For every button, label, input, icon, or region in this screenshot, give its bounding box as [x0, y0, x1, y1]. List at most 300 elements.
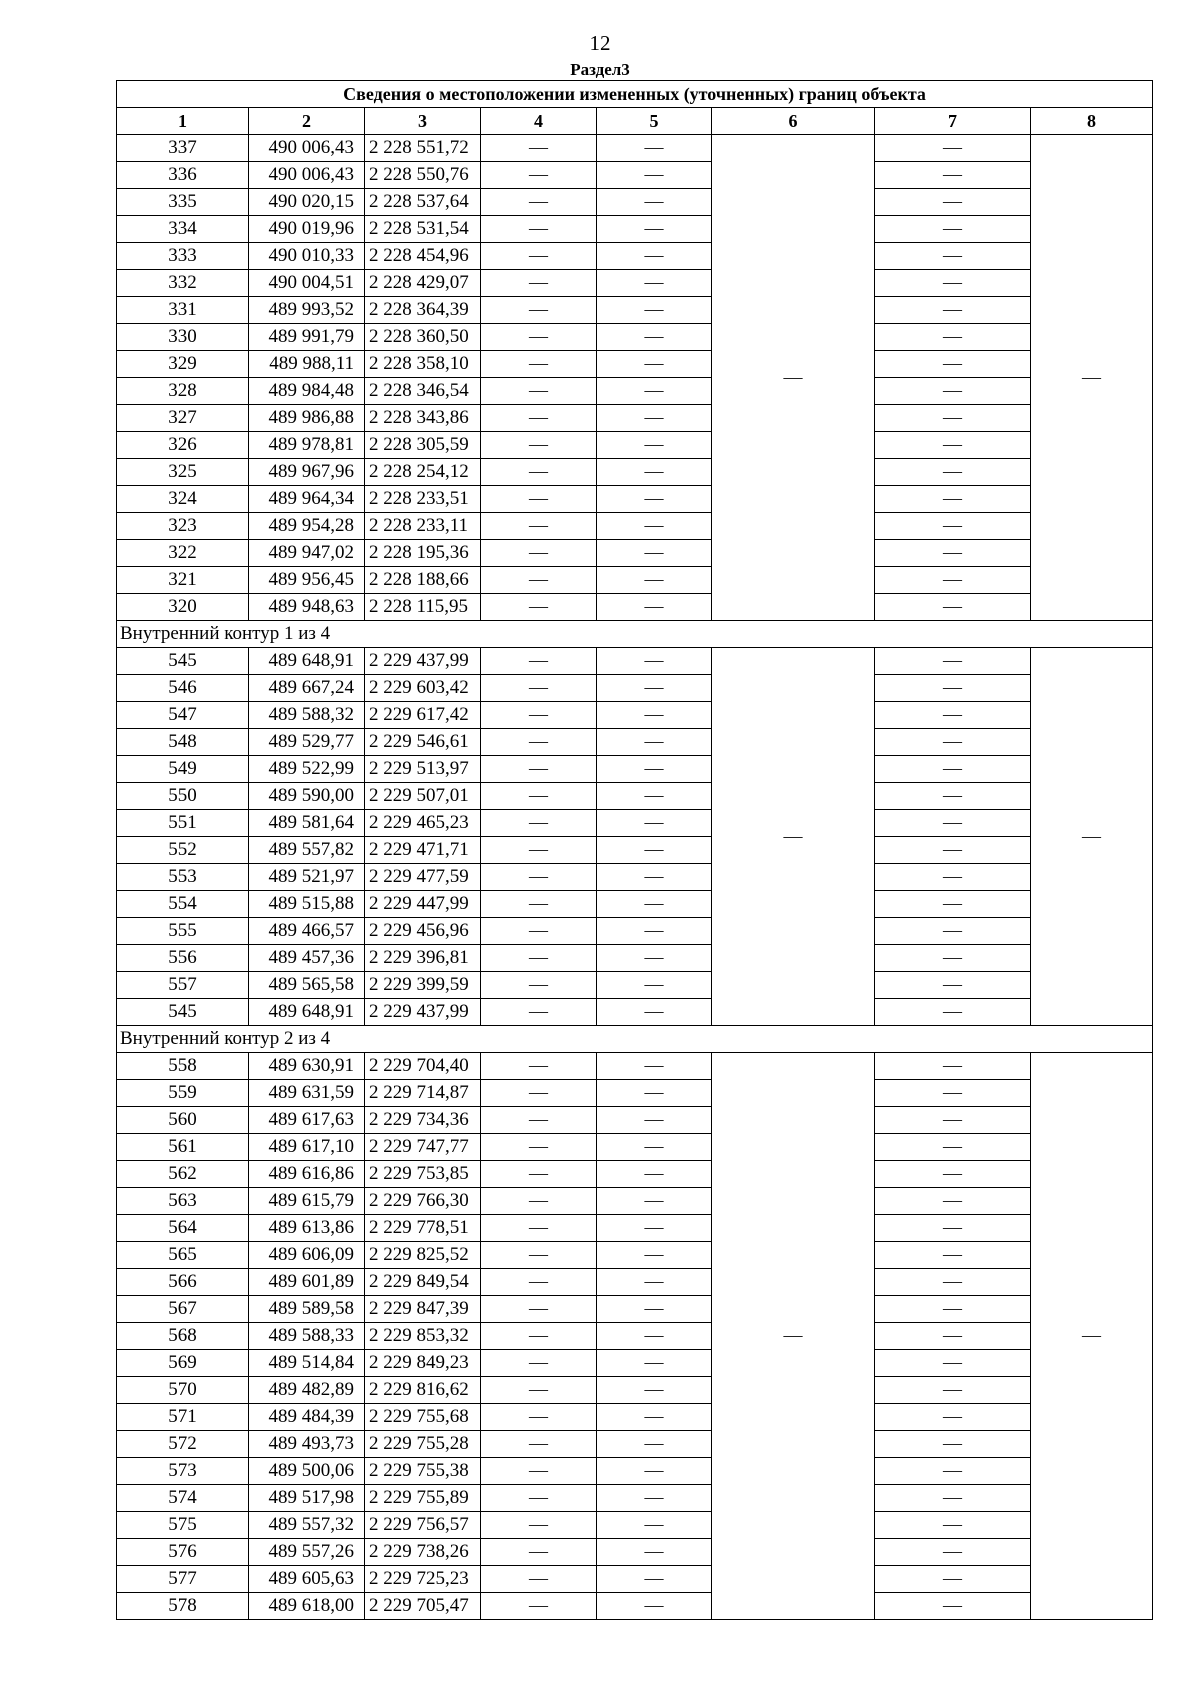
column-5-dash: — — [597, 459, 712, 486]
column-6-merged-dash: — — [712, 135, 875, 621]
column-header-3: 3 — [365, 108, 481, 135]
column-4-dash: — — [481, 162, 597, 189]
column-4-dash: — — [481, 189, 597, 216]
column-5-dash: — — [597, 135, 712, 162]
table-row — [117, 432, 1153, 459]
column-4-dash: — — [481, 135, 597, 162]
column-5-dash: — — [597, 567, 712, 594]
column-5-dash: — — [597, 756, 712, 783]
coordinate-x-cell: 489 482,89 — [249, 1377, 365, 1404]
column-5-dash: — — [597, 1431, 712, 1458]
column-4-dash: — — [481, 432, 597, 459]
coordinate-x-cell: 489 947,02 — [249, 540, 365, 567]
column-4-dash: — — [481, 459, 597, 486]
column-7-dash: — — [875, 1134, 1031, 1161]
table-row — [117, 837, 1153, 864]
column-4-dash: — — [481, 783, 597, 810]
column-4-dash: — — [481, 324, 597, 351]
column-7-dash: — — [875, 1161, 1031, 1188]
point-number-cell: 334 — [117, 216, 249, 243]
column-5-dash: — — [597, 1404, 712, 1431]
coordinate-x-cell: 489 986,88 — [249, 405, 365, 432]
column-5-dash: — — [597, 1053, 712, 1080]
column-7-dash: — — [875, 864, 1031, 891]
column-4-dash: — — [481, 1431, 597, 1458]
column-4-dash: — — [481, 1512, 597, 1539]
column-4-dash: — — [481, 729, 597, 756]
column-header-5: 5 — [597, 108, 712, 135]
coordinate-x-cell: 489 984,48 — [249, 378, 365, 405]
column-4-dash: — — [481, 675, 597, 702]
coordinate-x-cell: 490 019,96 — [249, 216, 365, 243]
column-5-dash: — — [597, 432, 712, 459]
point-number-cell: 551 — [117, 810, 249, 837]
column-8-merged-dash: — — [1031, 135, 1153, 621]
column-4-dash: — — [481, 1188, 597, 1215]
coordinate-y-cell: 2 229 753,85 — [365, 1161, 481, 1188]
coordinate-y-cell: 2 228 195,36 — [365, 540, 481, 567]
column-7-dash: — — [875, 1593, 1031, 1620]
coordinate-x-cell: 489 529,77 — [249, 729, 365, 756]
coordinate-x-cell: 489 954,28 — [249, 513, 365, 540]
column-7-dash: — — [875, 1485, 1031, 1512]
coordinate-y-cell: 2 228 551,72 — [365, 135, 481, 162]
table-row — [117, 162, 1153, 189]
point-number-cell: 569 — [117, 1350, 249, 1377]
column-5-dash: — — [597, 351, 712, 378]
coordinate-y-cell: 2 229 437,99 — [365, 648, 481, 675]
column-4-dash: — — [481, 918, 597, 945]
table-row — [117, 675, 1153, 702]
column-4-dash: — — [481, 513, 597, 540]
coordinate-x-cell: 489 948,63 — [249, 594, 365, 621]
column-5-dash: — — [597, 378, 712, 405]
coordinate-y-cell: 2 229 447,99 — [365, 891, 481, 918]
column-4-dash: — — [481, 1458, 597, 1485]
table-row — [117, 324, 1153, 351]
column-7-dash: — — [875, 756, 1031, 783]
point-number-cell: 573 — [117, 1458, 249, 1485]
column-5-dash: — — [597, 1080, 712, 1107]
coordinate-x-cell: 489 581,64 — [249, 810, 365, 837]
table-row — [117, 1323, 1153, 1350]
column-4-dash: — — [481, 1323, 597, 1350]
table-row — [117, 1458, 1153, 1485]
coordinate-x-cell: 489 515,88 — [249, 891, 365, 918]
coordinate-x-cell: 490 004,51 — [249, 270, 365, 297]
column-7-dash: — — [875, 270, 1031, 297]
column-5-dash: — — [597, 783, 712, 810]
point-number-cell: 329 — [117, 351, 249, 378]
point-number-cell: 324 — [117, 486, 249, 513]
column-7-dash: — — [875, 729, 1031, 756]
point-number-cell: 545 — [117, 648, 249, 675]
column-4-dash: — — [481, 351, 597, 378]
table-row — [117, 918, 1153, 945]
point-number-cell: 549 — [117, 756, 249, 783]
coordinate-x-cell: 489 466,57 — [249, 918, 365, 945]
point-number-cell: 567 — [117, 1296, 249, 1323]
column-4-dash: — — [481, 297, 597, 324]
point-number-cell: 554 — [117, 891, 249, 918]
coordinate-y-cell: 2 229 603,42 — [365, 675, 481, 702]
coordinate-y-cell: 2 229 546,61 — [365, 729, 481, 756]
column-5-dash: — — [597, 1134, 712, 1161]
table-row — [117, 1134, 1153, 1161]
table-row — [117, 1080, 1153, 1107]
column-4-dash: — — [481, 1566, 597, 1593]
coordinate-y-cell: 2 228 531,54 — [365, 216, 481, 243]
table-row — [117, 594, 1153, 621]
column-4-dash: — — [481, 1404, 597, 1431]
column-4-dash: — — [481, 1539, 597, 1566]
column-7-dash: — — [875, 1404, 1031, 1431]
table-row — [117, 756, 1153, 783]
table-row — [117, 783, 1153, 810]
point-number-cell: 558 — [117, 1053, 249, 1080]
coordinate-y-cell: 2 228 364,39 — [365, 297, 481, 324]
column-5-dash: — — [597, 1242, 712, 1269]
column-5-dash: — — [597, 513, 712, 540]
table-row — [117, 648, 1153, 675]
column-8-merged-dash: — — [1031, 1053, 1153, 1620]
column-7-dash: — — [875, 297, 1031, 324]
point-number-cell: 557 — [117, 972, 249, 999]
column-5-dash: — — [597, 1458, 712, 1485]
column-7-dash: — — [875, 243, 1031, 270]
coordinate-x-cell: 489 557,26 — [249, 1539, 365, 1566]
column-5-dash: — — [597, 540, 712, 567]
column-5-dash: — — [597, 1566, 712, 1593]
point-number-cell: 562 — [117, 1161, 249, 1188]
table-row — [117, 189, 1153, 216]
column-7-dash: — — [875, 1323, 1031, 1350]
column-6-merged-dash: — — [712, 1053, 875, 1620]
coordinate-x-cell: 489 631,59 — [249, 1080, 365, 1107]
point-number-cell: 559 — [117, 1080, 249, 1107]
column-7-dash: — — [875, 999, 1031, 1026]
column-4-dash: — — [481, 1593, 597, 1620]
contour-header-row — [117, 621, 1153, 648]
column-7-dash: — — [875, 135, 1031, 162]
column-7-dash: — — [875, 1296, 1031, 1323]
point-number-cell: 545 — [117, 999, 249, 1026]
coordinate-x-cell: 489 978,81 — [249, 432, 365, 459]
coordinate-y-cell: 2 229 847,39 — [365, 1296, 481, 1323]
point-number-cell: 335 — [117, 189, 249, 216]
column-5-dash: — — [597, 324, 712, 351]
table-row — [117, 459, 1153, 486]
coordinate-y-cell: 2 229 456,96 — [365, 918, 481, 945]
point-number-cell: 336 — [117, 162, 249, 189]
coordinate-y-cell: 2 229 778,51 — [365, 1215, 481, 1242]
column-5-dash: — — [597, 243, 712, 270]
coordinate-x-cell: 489 630,91 — [249, 1053, 365, 1080]
coordinate-x-cell: 489 522,99 — [249, 756, 365, 783]
column-4-dash: — — [481, 648, 597, 675]
table-row — [117, 378, 1153, 405]
coordinate-y-cell: 2 229 471,71 — [365, 837, 481, 864]
table-row — [117, 135, 1153, 162]
table-row — [117, 702, 1153, 729]
point-number-cell: 570 — [117, 1377, 249, 1404]
table-row — [117, 1512, 1153, 1539]
point-number-cell: 565 — [117, 1242, 249, 1269]
point-number-cell: 328 — [117, 378, 249, 405]
point-number-cell: 577 — [117, 1566, 249, 1593]
column-5-dash: — — [597, 405, 712, 432]
column-5-dash: — — [597, 729, 712, 756]
coordinate-x-cell: 489 615,79 — [249, 1188, 365, 1215]
column-7-dash: — — [875, 1431, 1031, 1458]
column-7-dash: — — [875, 1377, 1031, 1404]
coordinate-y-cell: 2 228 233,11 — [365, 513, 481, 540]
table-row — [117, 270, 1153, 297]
column-7-dash: — — [875, 432, 1031, 459]
column-5-dash: — — [597, 918, 712, 945]
point-number-cell: 552 — [117, 837, 249, 864]
column-7-dash: — — [875, 1350, 1031, 1377]
coordinate-x-cell: 490 006,43 — [249, 135, 365, 162]
column-7-dash: — — [875, 837, 1031, 864]
table-row — [117, 1161, 1153, 1188]
column-7-dash: — — [875, 1566, 1031, 1593]
column-6-merged-dash: — — [712, 648, 875, 1026]
coordinate-x-cell: 490 006,43 — [249, 162, 365, 189]
column-4-dash: — — [481, 999, 597, 1026]
column-4-dash: — — [481, 864, 597, 891]
table-body — [117, 135, 1153, 1620]
coordinate-y-cell: 2 229 849,54 — [365, 1269, 481, 1296]
point-number-cell: 576 — [117, 1539, 249, 1566]
column-4-dash: — — [481, 1107, 597, 1134]
table-row — [117, 1215, 1153, 1242]
column-7-dash: — — [875, 810, 1031, 837]
column-5-dash: — — [597, 648, 712, 675]
coordinate-x-cell: 489 956,45 — [249, 567, 365, 594]
coordinate-y-cell: 2 228 305,59 — [365, 432, 481, 459]
coordinate-y-cell: 2 229 437,99 — [365, 999, 481, 1026]
column-5-dash: — — [597, 1188, 712, 1215]
coordinate-x-cell: 489 493,73 — [249, 1431, 365, 1458]
column-4-dash: — — [481, 810, 597, 837]
column-4-dash: — — [481, 1053, 597, 1080]
column-4-dash: — — [481, 891, 597, 918]
coordinate-x-cell: 489 557,82 — [249, 837, 365, 864]
coordinate-y-cell: 2 228 115,95 — [365, 594, 481, 621]
table-row — [117, 1485, 1153, 1512]
column-4-dash: — — [481, 972, 597, 999]
coordinate-x-cell: 489 991,79 — [249, 324, 365, 351]
column-5-dash: — — [597, 1485, 712, 1512]
column-4-dash: — — [481, 540, 597, 567]
column-4-dash: — — [481, 567, 597, 594]
table-row — [117, 486, 1153, 513]
column-header-7: 7 — [875, 108, 1031, 135]
column-7-dash: — — [875, 675, 1031, 702]
coordinate-x-cell: 489 988,11 — [249, 351, 365, 378]
coordinate-x-cell: 489 606,09 — [249, 1242, 365, 1269]
column-5-dash: — — [597, 1107, 712, 1134]
column-4-dash: — — [481, 378, 597, 405]
column-header-6: 6 — [712, 108, 875, 135]
coordinate-y-cell: 2 228 343,86 — [365, 405, 481, 432]
table-row — [117, 1404, 1153, 1431]
coordinate-x-cell: 489 648,91 — [249, 999, 365, 1026]
table-row — [117, 1539, 1153, 1566]
coordinate-y-cell: 2 229 396,81 — [365, 945, 481, 972]
point-number-cell: 547 — [117, 702, 249, 729]
column-7-dash: — — [875, 891, 1031, 918]
coordinate-y-cell: 2 229 704,40 — [365, 1053, 481, 1080]
column-7-dash: — — [875, 594, 1031, 621]
column-7-dash: — — [875, 1215, 1031, 1242]
column-4-dash: — — [481, 945, 597, 972]
column-5-dash: — — [597, 486, 712, 513]
point-number-cell: 578 — [117, 1593, 249, 1620]
column-7-dash: — — [875, 918, 1031, 945]
coordinate-y-cell: 2 229 513,97 — [365, 756, 481, 783]
coordinate-y-cell: 2 228 346,54 — [365, 378, 481, 405]
column-4-dash: — — [481, 594, 597, 621]
coordinate-x-cell: 489 589,58 — [249, 1296, 365, 1323]
column-7-dash: — — [875, 1053, 1031, 1080]
point-number-cell: 566 — [117, 1269, 249, 1296]
column-4-dash: — — [481, 243, 597, 270]
table-row — [117, 405, 1153, 432]
page-number: 12 — [589, 31, 611, 55]
column-5-dash: — — [597, 270, 712, 297]
column-4-dash: — — [481, 1269, 597, 1296]
coordinate-x-cell: 489 457,36 — [249, 945, 365, 972]
table-row — [117, 1296, 1153, 1323]
column-4-dash: — — [481, 837, 597, 864]
table-row — [117, 243, 1153, 270]
coordinate-x-cell: 489 618,00 — [249, 1593, 365, 1620]
column-7-dash: — — [875, 1512, 1031, 1539]
coordinate-x-cell: 489 601,89 — [249, 1269, 365, 1296]
table-row — [117, 1269, 1153, 1296]
coordinate-y-cell: 2 229 477,59 — [365, 864, 481, 891]
point-number-cell: 323 — [117, 513, 249, 540]
point-number-cell: 553 — [117, 864, 249, 891]
column-7-dash: — — [875, 405, 1031, 432]
table-row — [117, 864, 1153, 891]
column-5-dash: — — [597, 675, 712, 702]
table-row — [117, 1431, 1153, 1458]
column-5-dash: — — [597, 864, 712, 891]
coordinate-y-cell: 2 228 550,76 — [365, 162, 481, 189]
column-4-dash: — — [481, 270, 597, 297]
column-4-dash: — — [481, 216, 597, 243]
table-row — [117, 810, 1153, 837]
column-5-dash: — — [597, 594, 712, 621]
column-5-dash: — — [597, 1269, 712, 1296]
point-number-cell: 574 — [117, 1485, 249, 1512]
column-5-dash: — — [597, 1377, 712, 1404]
column-7-dash: — — [875, 459, 1031, 486]
coordinate-y-cell: 2 228 360,50 — [365, 324, 481, 351]
table-row — [117, 1188, 1153, 1215]
column-7-dash: — — [875, 1188, 1031, 1215]
column-5-dash: — — [597, 216, 712, 243]
coordinate-x-cell: 489 588,32 — [249, 702, 365, 729]
coordinate-x-cell: 489 484,39 — [249, 1404, 365, 1431]
column-5-dash: — — [597, 1512, 712, 1539]
column-7-dash: — — [875, 702, 1031, 729]
coordinate-y-cell: 2 229 714,87 — [365, 1080, 481, 1107]
table-row — [117, 513, 1153, 540]
point-number-cell: 563 — [117, 1188, 249, 1215]
coordinate-y-cell: 2 229 738,26 — [365, 1539, 481, 1566]
coordinate-x-cell: 489 588,33 — [249, 1323, 365, 1350]
table-row — [117, 1377, 1153, 1404]
coordinate-y-cell: 2 229 734,36 — [365, 1107, 481, 1134]
column-7-dash: — — [875, 1458, 1031, 1485]
point-number-cell: 568 — [117, 1323, 249, 1350]
column-7-dash: — — [875, 351, 1031, 378]
point-number-cell: 326 — [117, 432, 249, 459]
column-7-dash: — — [875, 1539, 1031, 1566]
column-4-dash: — — [481, 1350, 597, 1377]
point-number-cell: 331 — [117, 297, 249, 324]
point-number-cell: 330 — [117, 324, 249, 351]
column-4-dash: — — [481, 702, 597, 729]
coordinate-y-cell: 2 229 755,68 — [365, 1404, 481, 1431]
column-5-dash: — — [597, 810, 712, 837]
column-5-dash: — — [597, 1296, 712, 1323]
coordinate-y-cell: 2 229 756,57 — [365, 1512, 481, 1539]
coordinate-y-cell: 2 229 399,59 — [365, 972, 481, 999]
coordinate-y-cell: 2 229 849,23 — [365, 1350, 481, 1377]
table-row — [117, 945, 1153, 972]
table-row — [117, 729, 1153, 756]
column-5-dash: — — [597, 162, 712, 189]
column-4-dash: — — [481, 1485, 597, 1512]
column-7-dash: — — [875, 378, 1031, 405]
point-number-cell: 548 — [117, 729, 249, 756]
column-5-dash: — — [597, 1593, 712, 1620]
column-7-dash: — — [875, 1107, 1031, 1134]
coordinate-x-cell: 489 557,32 — [249, 1512, 365, 1539]
column-5-dash: — — [597, 1350, 712, 1377]
table-row — [117, 297, 1153, 324]
table-row — [117, 567, 1153, 594]
coordinate-y-cell: 2 228 254,12 — [365, 459, 481, 486]
point-number-cell: 325 — [117, 459, 249, 486]
point-number-cell: 555 — [117, 918, 249, 945]
coordinate-y-cell: 2 229 816,62 — [365, 1377, 481, 1404]
column-4-dash: — — [481, 1080, 597, 1107]
column-5-dash: — — [597, 1539, 712, 1566]
column-5-dash: — — [597, 972, 712, 999]
point-number-cell: 550 — [117, 783, 249, 810]
column-7-dash: — — [875, 1242, 1031, 1269]
column-5-dash: — — [597, 1161, 712, 1188]
column-5-dash: — — [597, 1323, 712, 1350]
coordinate-y-cell: 2 229 465,23 — [365, 810, 481, 837]
point-number-cell: 564 — [117, 1215, 249, 1242]
coordinate-y-cell: 2 229 725,23 — [365, 1566, 481, 1593]
point-number-cell: 333 — [117, 243, 249, 270]
coordinate-x-cell: 489 617,63 — [249, 1107, 365, 1134]
column-4-dash: — — [481, 486, 597, 513]
coordinate-x-cell: 489 521,97 — [249, 864, 365, 891]
coordinate-x-cell: 489 964,34 — [249, 486, 365, 513]
column-5-dash: — — [597, 891, 712, 918]
coordinate-x-cell: 489 500,06 — [249, 1458, 365, 1485]
table-row — [117, 216, 1153, 243]
